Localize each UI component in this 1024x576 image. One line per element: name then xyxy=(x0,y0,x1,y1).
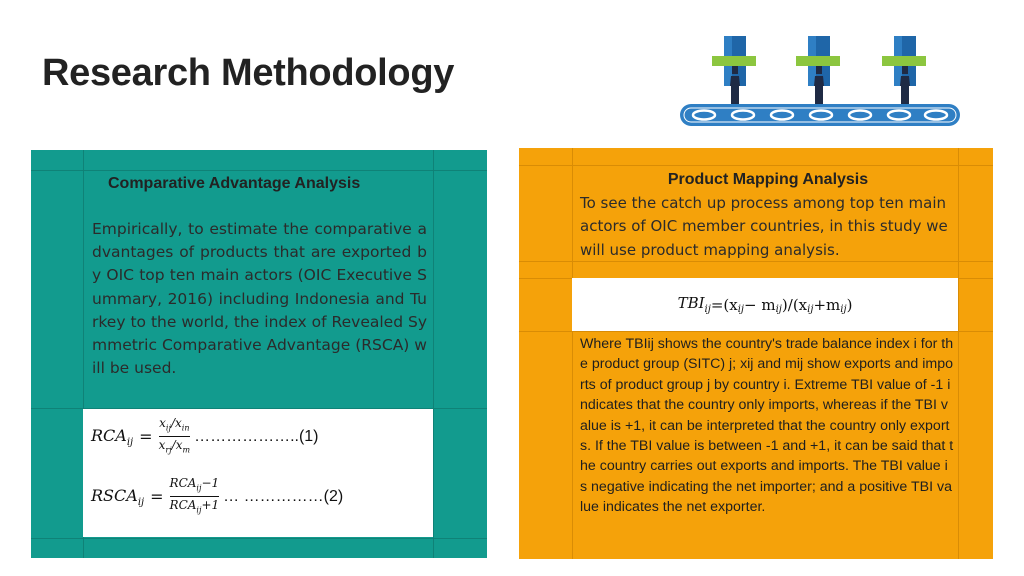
rca-formula: $RCA_{ij}$ = $\frac{x_{ij}/x_{in}}{x_{rj}/x_m}$ ………………..(1) xyxy=(91,416,319,455)
product-mapping-text: Where TBIij shows the country's trade balance index i for the product group (SITC) j; xij and mij show exports and imports of product group j by country i. Extreme TBI value of -1 indicates that the country only imports, whereas if the TBI value is +1, it can be interpreted that the country only exports. If the TBI value is between -1 and +1, it can be said that the country carries out exports and imports. The TBI value is negative indicating the net importer; and a positive TBI value indicates the net exporter. xyxy=(580,336,954,516)
comparative-advantage-text: Empirically, to estimate the comparative advantages of products that are exported by OIC top ten main actors (OIC Executive Summary, 2016) including Indonesia and Turkey to the world, the index of Revealed Symmetric Comparative Advantage (RSCA) will be used. xyxy=(92,220,427,378)
comparative-advantage-title: Comparative Advantage Analysis xyxy=(108,175,361,192)
factory-conveyor-icon xyxy=(676,30,966,130)
product-mapping-title: Product Mapping Analysis xyxy=(667,171,869,188)
rca-formula-box xyxy=(83,409,433,537)
product-mapping-intro: To see the catch up process among top ten main actors of OIC member countries, in this study we will use product mapping analysis. xyxy=(580,194,948,259)
slide-title: Research Methodology xyxy=(42,52,455,94)
tbi-formula: $TBI_{ij}$ =(x $_{ij}$ − m $_{ij}$ )/(x $_{ij}$ +m $_{ij}$ ) xyxy=(572,278,958,331)
rsca-formula: $RSCA_{ij}$ = $\frac{RCA_{ij}-1}{RCA_{ij}+1}$ … ……………(2) xyxy=(91,476,344,515)
